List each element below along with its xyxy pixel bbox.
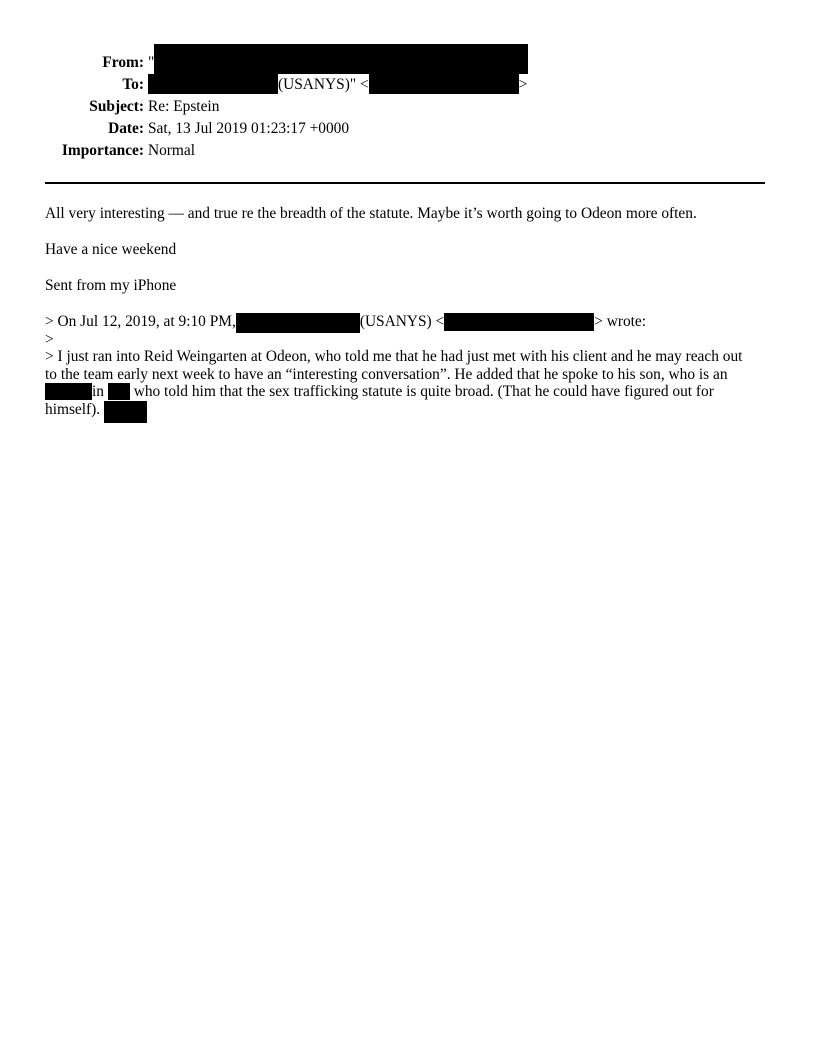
redaction-box [45,383,92,400]
redaction-box [236,313,360,333]
quote-line: > I just ran into Reid Weingarten at Odeon, who told me that he had just met with his client and he may reach out [45,348,743,365]
quote-line: in who told him that the sex trafficking statute is quite broad. (That he could have figured out for [45,383,780,401]
quoted-message [45,348,780,418]
from-label: From: [102,54,144,71]
date-value: Sat, 13 Jul 2019 01:23:17 +0000 [148,120,350,137]
redaction-box [444,313,594,331]
importance-label: Importance: [61,142,144,159]
redaction-box [108,383,130,400]
redaction-box [154,44,528,74]
redaction-box [369,74,519,94]
from-value: " [148,52,528,74]
to-label: To: [122,76,144,93]
redaction-box [148,74,278,94]
quote-intro: > On Jul 12, 2019, at 9:10 PM, (USANYS) < > wrote: [45,313,775,333]
subject-value: Re: Epstein [148,98,220,115]
header-divider [45,182,765,184]
quote-line: himself). [45,401,780,419]
body-paragraph: Have a nice weekend [45,241,177,258]
subject-label: Subject: [89,98,144,115]
body-paragraph: All very interesting — and true re the breadth of the statute. Maybe it’s worth going to Odeon more often. [45,205,697,222]
date-label: Date: [108,120,144,137]
to-value: (USANYS)" < > [148,74,527,96]
importance-value: Normal [148,142,196,159]
quote-line: to the team early next week to have an “interesting conversation”. He added that he spoke to his son, who is an [45,365,728,383]
signature-line: Sent from my iPhone [45,277,177,294]
quote-blank-line: > [45,331,54,348]
redaction-box [104,401,147,423]
